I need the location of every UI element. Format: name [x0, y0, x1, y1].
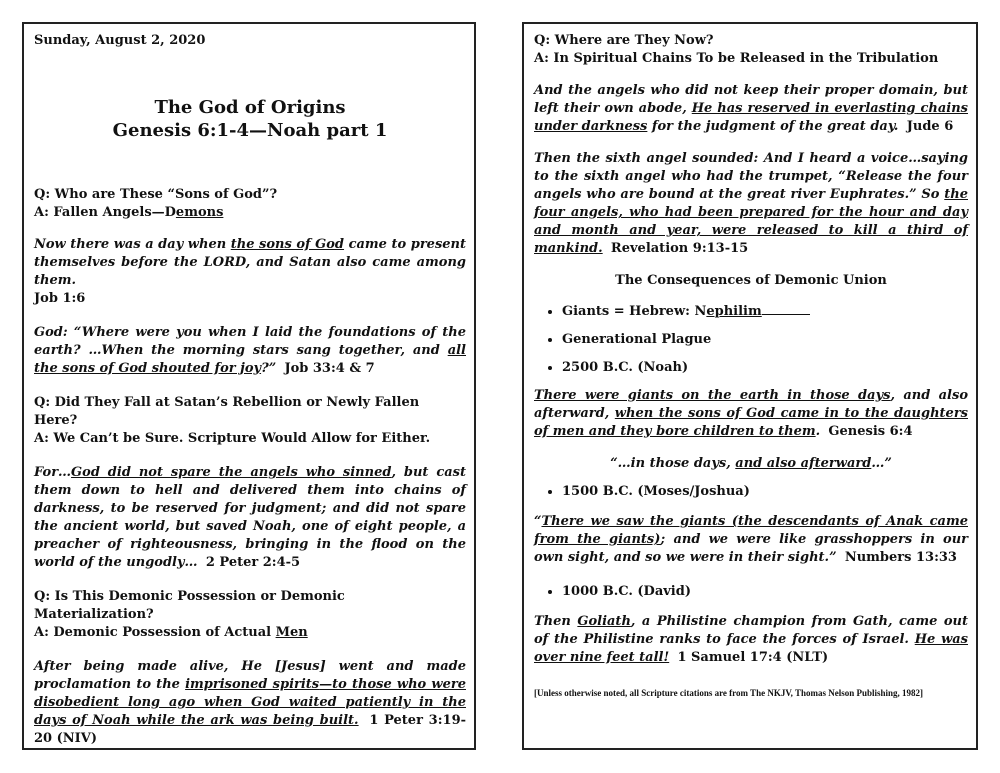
scripture-job-38: God: “Where were you when I laid the foundations of the earth? …When the morning stars sang together, and all the sons of God shouted for joy?” Job 33:4 & 7	[34, 325, 466, 376]
scripture-1-peter: After being made alive, He [Jesus] went and made proclamation to the imprisoned spirits—to those who were disobedient long ago when God waited patiently in the days of Noah while the ark was being built. 1 Peter 3:19-20 (NIV)	[34, 659, 467, 746]
bullet-generational-plague: • Generational Plague	[562, 331, 968, 349]
scripture-2-peter: For…God did not spare the angels who sinned, but cast them down to hell and delivered them into chains of darkness, to be reserved for judgment; and did not spare the ancient world, but saved Noah, one of eight people, a preacher of righteousness, bringing in the flood on the world of the ungodly… 2 Peter 2:4-5	[34, 465, 466, 570]
question-1: Q: Who are These “Sons of God”?	[34, 187, 278, 202]
sermon-subtitle: Genesis 6:1-4—Noah part 1	[112, 120, 388, 141]
question-4: Q: Where are They Now?	[534, 33, 714, 48]
left-page	[22, 22, 476, 750]
bullet-1500bc: • 1500 B.C. (Moses/Joshua)	[562, 483, 968, 501]
scripture-jude-6: And the angels who did not keep their proper domain, but left their own abode, He has reserved in everlasting chains under darkness for the judgment of the great day. Jude 6	[534, 83, 968, 134]
scripture-1-samuel: Then Goliath, a Philistine champion from Gath, came out of the Philistine ranks to face the forces of Israel. He was over nine feet tall! 1 Samuel 17:4 (NLT)	[534, 614, 968, 665]
service-date: Sunday, August 2, 2020	[34, 33, 206, 48]
answer-2: A: We Can’t be Sure. Scripture Would Allow for Either.	[34, 431, 431, 446]
answer-3: A: Demonic Possession of Actual Men	[34, 625, 308, 640]
scripture-genesis-6-4: There were giants on the earth in those days, and also afterward, when the sons of God came in to the daughters of men and they bore children to them. Genesis 6:4	[534, 388, 968, 439]
quote-afterward: “…in those days, and also afterward…”	[610, 456, 892, 471]
bullet-2500bc: • 2500 B.C. (Noah)	[562, 359, 968, 377]
sermon-title: The God of Origins	[154, 97, 346, 118]
bullet-giants: • Giants = Hebrew: Nephilim	[562, 302, 968, 321]
section-heading: The Consequences of Demonic Union	[615, 273, 887, 288]
question-2: Q: Did They Fall at Satan’s Rebellion or Newly Fallen Here?	[34, 395, 420, 428]
answer-4: A: In Spiritual Chains To be Released in the Tribulation	[534, 51, 939, 66]
scripture-numbers: “There we saw the giants (the descendants of Anak came from the giants); and we were like grasshoppers in our own sight, and so we were in their sight.” Numbers 13:33	[534, 514, 969, 565]
footnote: [Unless otherwise noted, all Scripture citations are from The NKJV, Thomas Nelson Publishing, 1982]	[534, 688, 924, 698]
scripture-revelation: Then the sixth angel sounded: And I heard a voice…saying to the sixth angel who had the trumpet, “Release the four angels who are bound at the great river Euphrates.” So the four angels, who had been prepared for the hour and day and month and year, were released to kill a third of mankind. Revelation 9:13-15	[534, 151, 968, 256]
question-3: Q: Is This Demonic Possession or Demonic Materialization?	[34, 589, 345, 622]
answer-1: A: Fallen Angels—Demons	[34, 205, 224, 220]
bullet-1000bc: • 1000 B.C. (David)	[562, 583, 968, 601]
scripture-job-1-6: Now there was a day when the sons of God came to present themselves before the LORD, and Satan also came among them. Job 1:6	[34, 237, 466, 306]
right-page	[522, 22, 978, 750]
